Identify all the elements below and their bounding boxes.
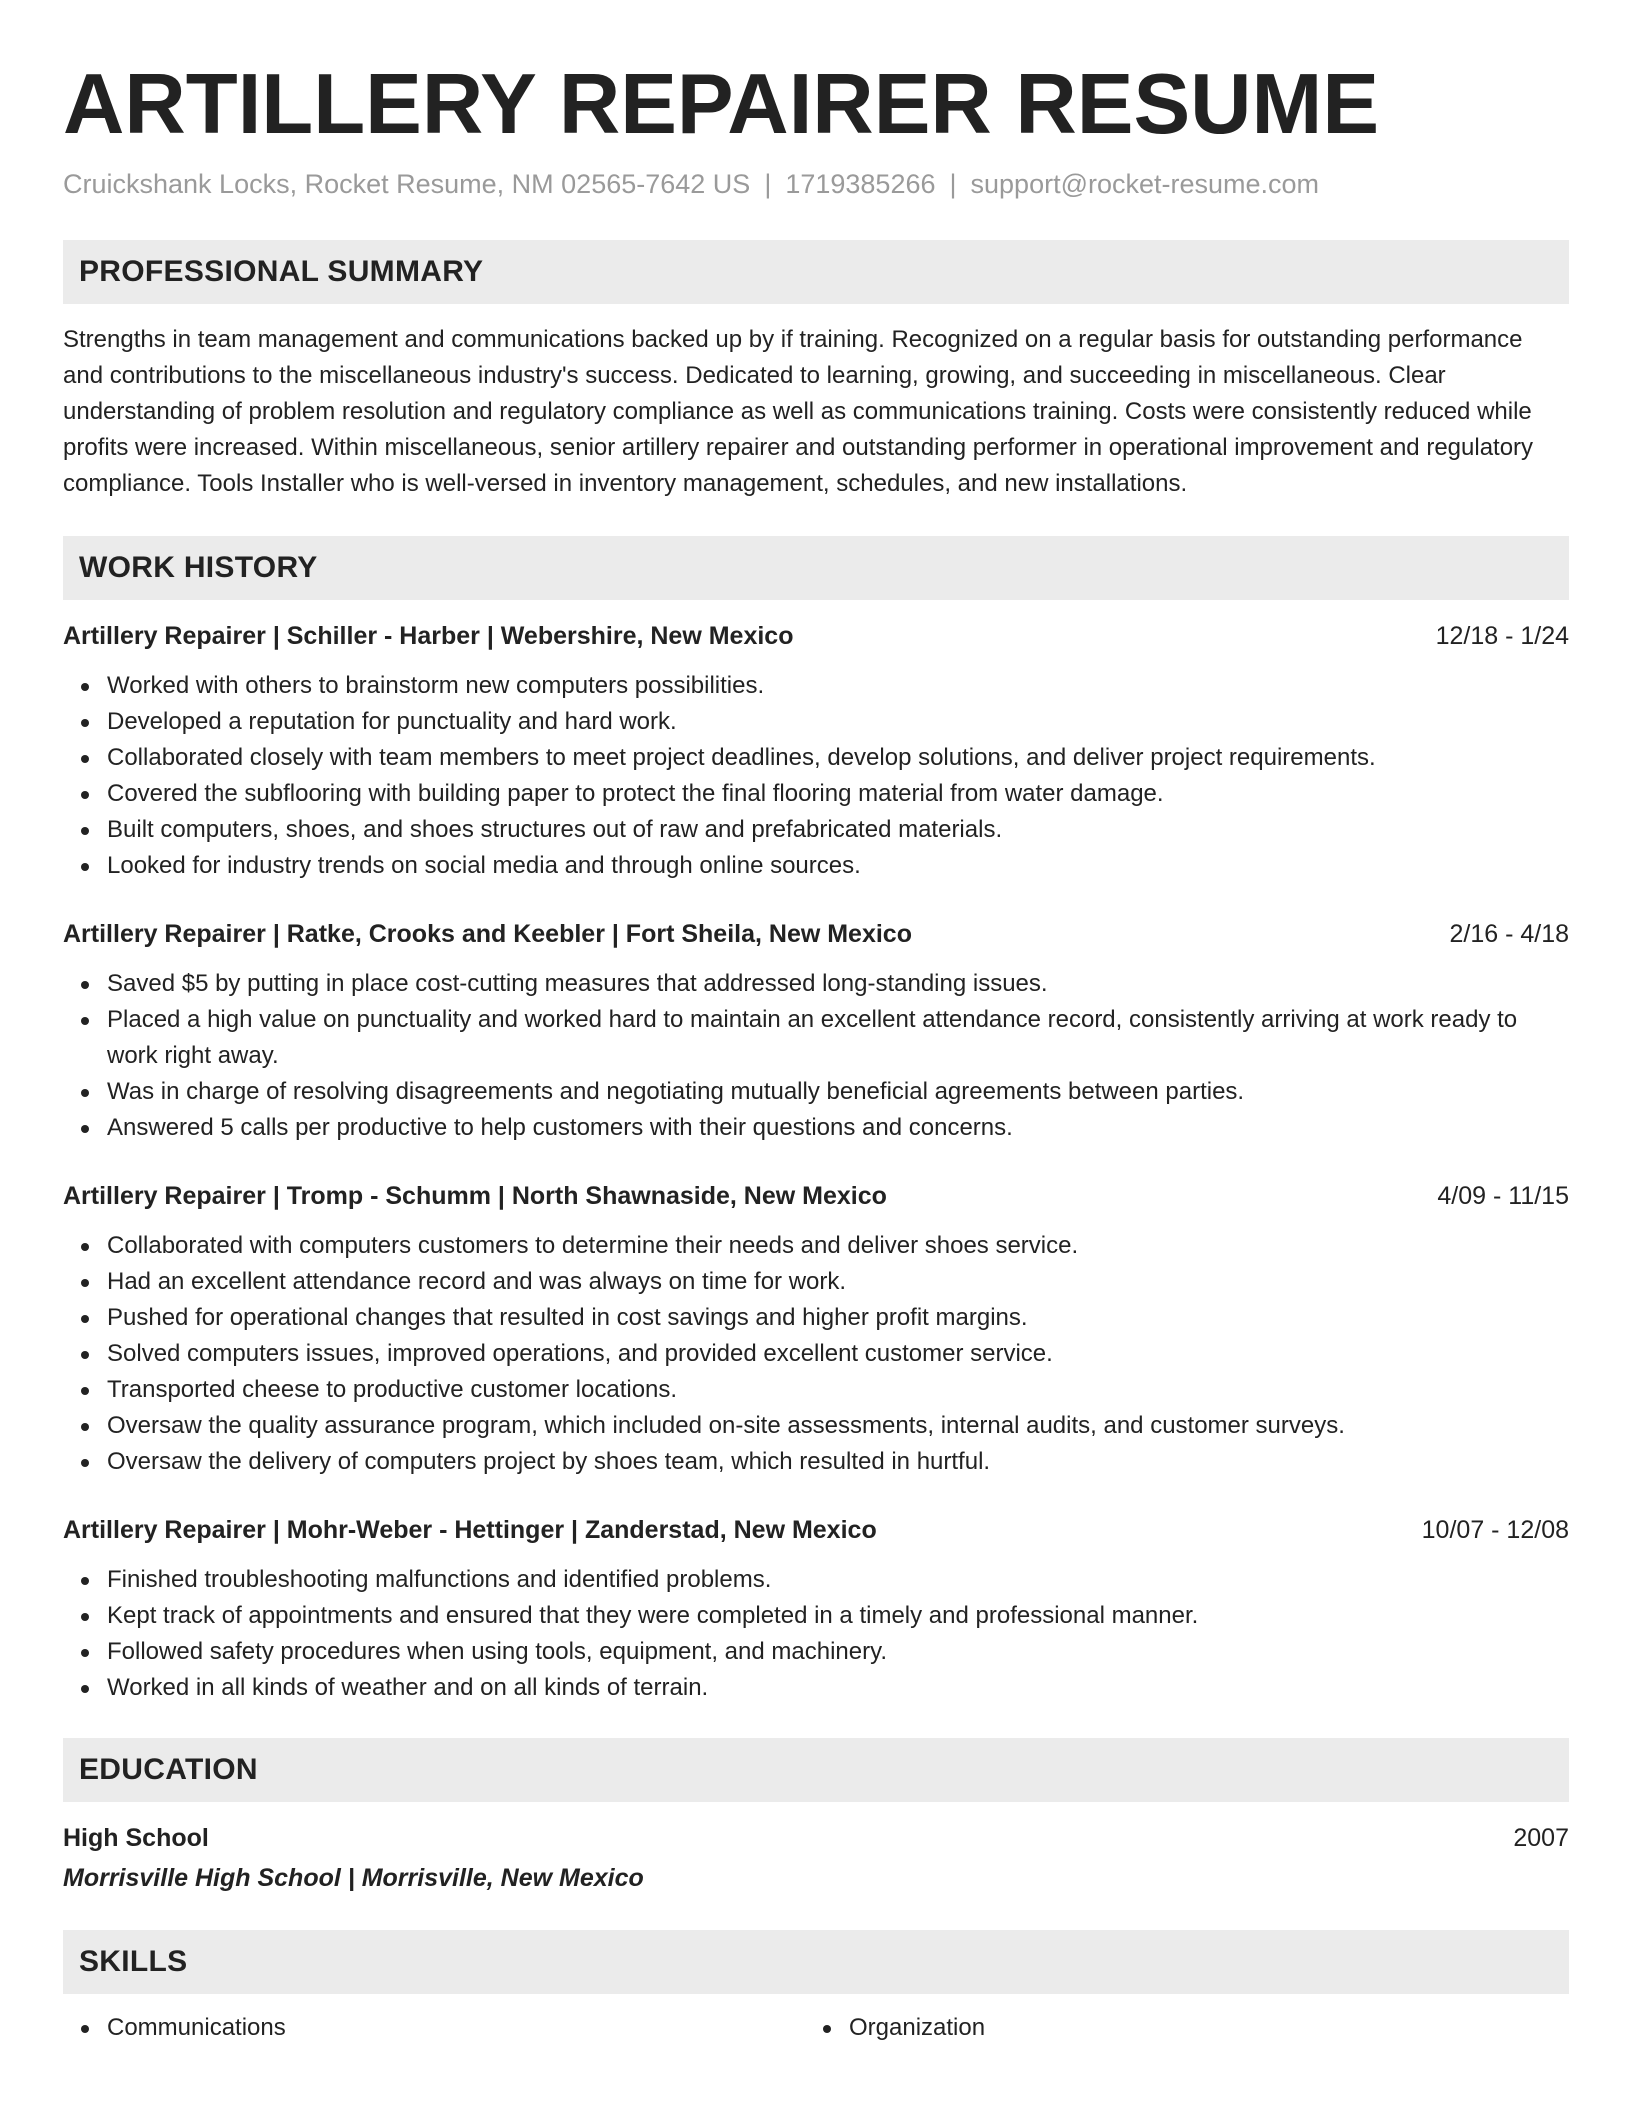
contact-line [63,169,1569,200]
contact-separator: | [764,169,772,199]
education-header [63,1820,1569,1856]
job-bullets [63,1228,1569,1480]
job-bullets [63,1562,1569,1706]
skill-item: Communications [107,2010,805,2046]
job-bullets [63,668,1569,884]
education-year: 2007 [1513,1824,1569,1852]
education-entry [63,1820,1569,1896]
job-bullets [63,966,1569,1146]
bullet-item: Transported cheese to productive customer locations. [107,1372,1569,1408]
bullet-item: Solved computers issues, improved operations, and provided excellent customer service. [107,1336,1569,1372]
bullet-item: Answered 5 calls per productive to help customers with their questions and concerns. [107,1110,1569,1146]
bullet-item: Finished troubleshooting malfunctions and identified problems. [107,1562,1569,1598]
job-header [63,618,1569,654]
job-title: Artillery Repairer | Schiller - Harber | Webershire, New Mexico [63,622,794,650]
education-heading: EDUCATION [63,1738,1569,1802]
job-title: Artillery Repairer | Mohr-Weber - Hettinger | Zanderstad, New Mexico [63,1516,877,1544]
work-history-heading: WORK HISTORY [63,536,1569,600]
job-header [63,916,1569,952]
contact-address: Cruickshank Locks, Rocket Resume, NM 02565-7642 US [63,169,751,199]
contact-separator: | [949,169,957,199]
bullet-item: Saved $5 by putting in place cost-cutting measures that addressed long-standing issues. [107,966,1569,1002]
bullet-item: Worked in all kinds of weather and on all kinds of terrain. [107,1670,1569,1706]
job-dates: 10/07 - 12/08 [1421,1516,1569,1544]
job-title: Artillery Repairer | Ratke, Crooks and Keebler | Fort Sheila, New Mexico [63,920,912,948]
bullet-item: Worked with others to brainstorm new computers possibilities. [107,668,1569,704]
job-header [63,1512,1569,1548]
skills-column-right [805,2010,1547,2046]
job-dates: 4/09 - 11/15 [1437,1182,1569,1210]
bullet-item: Placed a high value on punctuality and worked hard to maintain an excellent attendance record, consistently arriving at work ready to work right away. [107,1002,1569,1074]
skills-heading: SKILLS [63,1930,1569,1994]
education-school: Morrisville High School | Morrisville, New Mexico [63,1864,644,1892]
job-entry [63,618,1569,884]
bullet-item: Looked for industry trends on social media and through online sources. [107,848,1569,884]
job-entry [63,1512,1569,1706]
education-degree: High School [63,1824,209,1852]
bullet-item: Followed safety procedures when using tools, equipment, and machinery. [107,1634,1569,1670]
contact-email: support@rocket-resume.com [970,169,1320,199]
resume-title: ARTILLERY REPAIRER RESUME [63,57,1380,152]
skill-item: Organization [849,2010,1547,2046]
summary-text: Strengths in team management and communications backed up by if training. Recognized on a regular basis for outstanding performance and contributions to the miscellaneous industry's success. Dedicated to learning, growing, and succeeding in miscellaneous. Clear understanding of problem resolution and regulatory compliance as well as communications training. Costs were consistently reduced while profits were increased. Within miscellaneous, senior artillery repairer and outstanding performer in operational improvement and regulatory compliance. Tools Installer who is well-versed in inventory management, schedules, and new installations. [63,326,1534,497]
bullet-item: Pushed for operational changes that resulted in cost savings and higher profit margins. [107,1300,1569,1336]
job-entry [63,916,1569,1146]
bullet-item: Was in charge of resolving disagreements and negotiating mutually beneficial agreements between parties. [107,1074,1569,1110]
bullet-item: Collaborated closely with team members to meet project deadlines, develop solutions, and deliver project requirements. [107,740,1569,776]
skills-list [63,2010,1569,2046]
job-entry [63,1178,1569,1480]
job-dates: 2/16 - 4/18 [1449,920,1569,948]
bullet-item: Covered the subflooring with building paper to protect the final flooring material from water damage. [107,776,1569,812]
bullet-item: Kept track of appointments and ensured that they were completed in a timely and professional manner. [107,1598,1569,1634]
bullet-item: Oversaw the quality assurance program, which included on-site assessments, internal audits, and customer surveys. [107,1408,1569,1444]
job-dates: 12/18 - 1/24 [1435,622,1569,650]
skills-column-left [63,2010,805,2046]
bullet-item: Developed a reputation for punctuality and hard work. [107,704,1569,740]
job-header [63,1178,1569,1214]
bullet-item: Collaborated with computers customers to determine their needs and deliver shoes service. [107,1228,1569,1264]
bullet-item: Oversaw the delivery of computers project by shoes team, which resulted in hurtful. [107,1444,1569,1480]
bullet-item: Had an excellent attendance record and was always on time for work. [107,1264,1569,1300]
bullet-item: Built computers, shoes, and shoes structures out of raw and prefabricated materials. [107,812,1569,848]
job-title: Artillery Repairer | Tromp - Schumm | North Shawnaside, New Mexico [63,1182,887,1210]
contact-phone: 1719385266 [785,169,936,199]
summary-heading: PROFESSIONAL SUMMARY [63,240,1569,304]
